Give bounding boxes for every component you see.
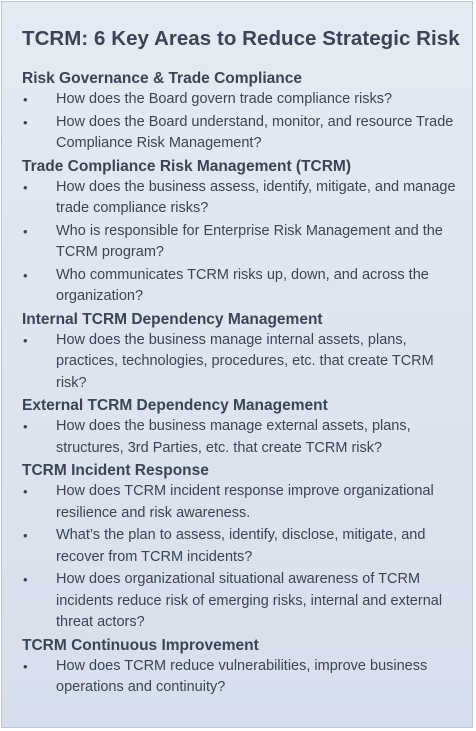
section-heading: External TCRM Dependency Management [22, 397, 328, 414]
list-item [22, 416, 458, 459]
list-item-text: How does the business manage internal assets, plans, practices, technologies, procedures, etc. that create TCRM risk? [56, 331, 434, 391]
bullet-list [22, 330, 458, 395]
bullet-icon: • [23, 223, 28, 239]
list-item [22, 265, 458, 308]
list-item [22, 569, 458, 634]
list-item-text: How does the business assess, identify, mitigate, and manage trade compliance risks? [56, 178, 456, 216]
bullet-list [22, 89, 458, 155]
panel-title: TCRM: 6 Key Areas to Reduce Strategic Risk [22, 27, 460, 50]
bullet-icon: • [23, 419, 28, 434]
section-internal-dependency [22, 309, 458, 395]
list-item [22, 330, 458, 395]
section-heading: TCRM Incident Response [22, 462, 209, 479]
section-incident-response [22, 460, 458, 634]
section-continuous-improvement [22, 635, 458, 699]
list-item-text: How does the Board govern trade compliance risks? [56, 91, 393, 107]
bullet-list [22, 177, 458, 308]
bullet-icon: • [23, 332, 28, 348]
list-item [22, 221, 458, 264]
bullet-icon: • [23, 658, 28, 674]
section-heading: TCRM Continuous Improvement [22, 636, 259, 654]
bullet-list [22, 416, 458, 459]
bullet-icon: • [23, 179, 28, 195]
section-tcrm [22, 156, 458, 308]
list-item-text: How does the Board understand, monitor, and resource Trade Compliance Risk Management? [56, 113, 454, 151]
section-heading: Internal TCRM Dependency Management [22, 310, 323, 328]
list-item [22, 177, 458, 220]
list-item [22, 656, 458, 699]
list-item-text: How does TCRM incident response improve organizational resilience and risk awareness. [56, 483, 434, 521]
list-item-text: Who is responsible for Enterprise Risk Management and the TCRM program? [56, 222, 443, 260]
bullet-icon: • [23, 484, 28, 499]
list-item [22, 525, 458, 568]
list-item-text: How does the business manage external assets, plans, structures, 3rd Parties, etc. that create TCRM risk? [56, 418, 411, 456]
bullet-icon: • [23, 528, 28, 543]
section-heading: Risk Governance & Trade Compliance [22, 70, 302, 87]
list-item-text: How does organizational situational awareness of TCRM incidents reduce risk of emerging risks, internal and external threat actors? [56, 571, 443, 630]
bullet-list [22, 656, 458, 699]
list-item-text: Who communicates TCRM risks up, down, and across the organization? [56, 266, 429, 304]
section-external-dependency [22, 395, 458, 459]
bullet-icon: • [23, 114, 28, 130]
list-item [22, 112, 458, 155]
section-risk-governance [22, 68, 458, 155]
bullet-list [22, 481, 458, 634]
info-panel [1, 1, 473, 728]
bullet-icon: • [23, 267, 28, 283]
bullet-icon: • [23, 92, 28, 107]
list-item [22, 89, 458, 111]
list-item-text: How does TCRM reduce vulnerabilities, improve business operations and continuity? [56, 657, 428, 695]
list-item [22, 481, 458, 524]
section-heading: Trade Compliance Risk Management (TCRM) [22, 157, 352, 175]
bullet-icon: • [23, 572, 28, 587]
list-item-text: What’s the plan to assess, identify, disclose, mitigate, and recover from TCRM incidents? [56, 527, 426, 565]
